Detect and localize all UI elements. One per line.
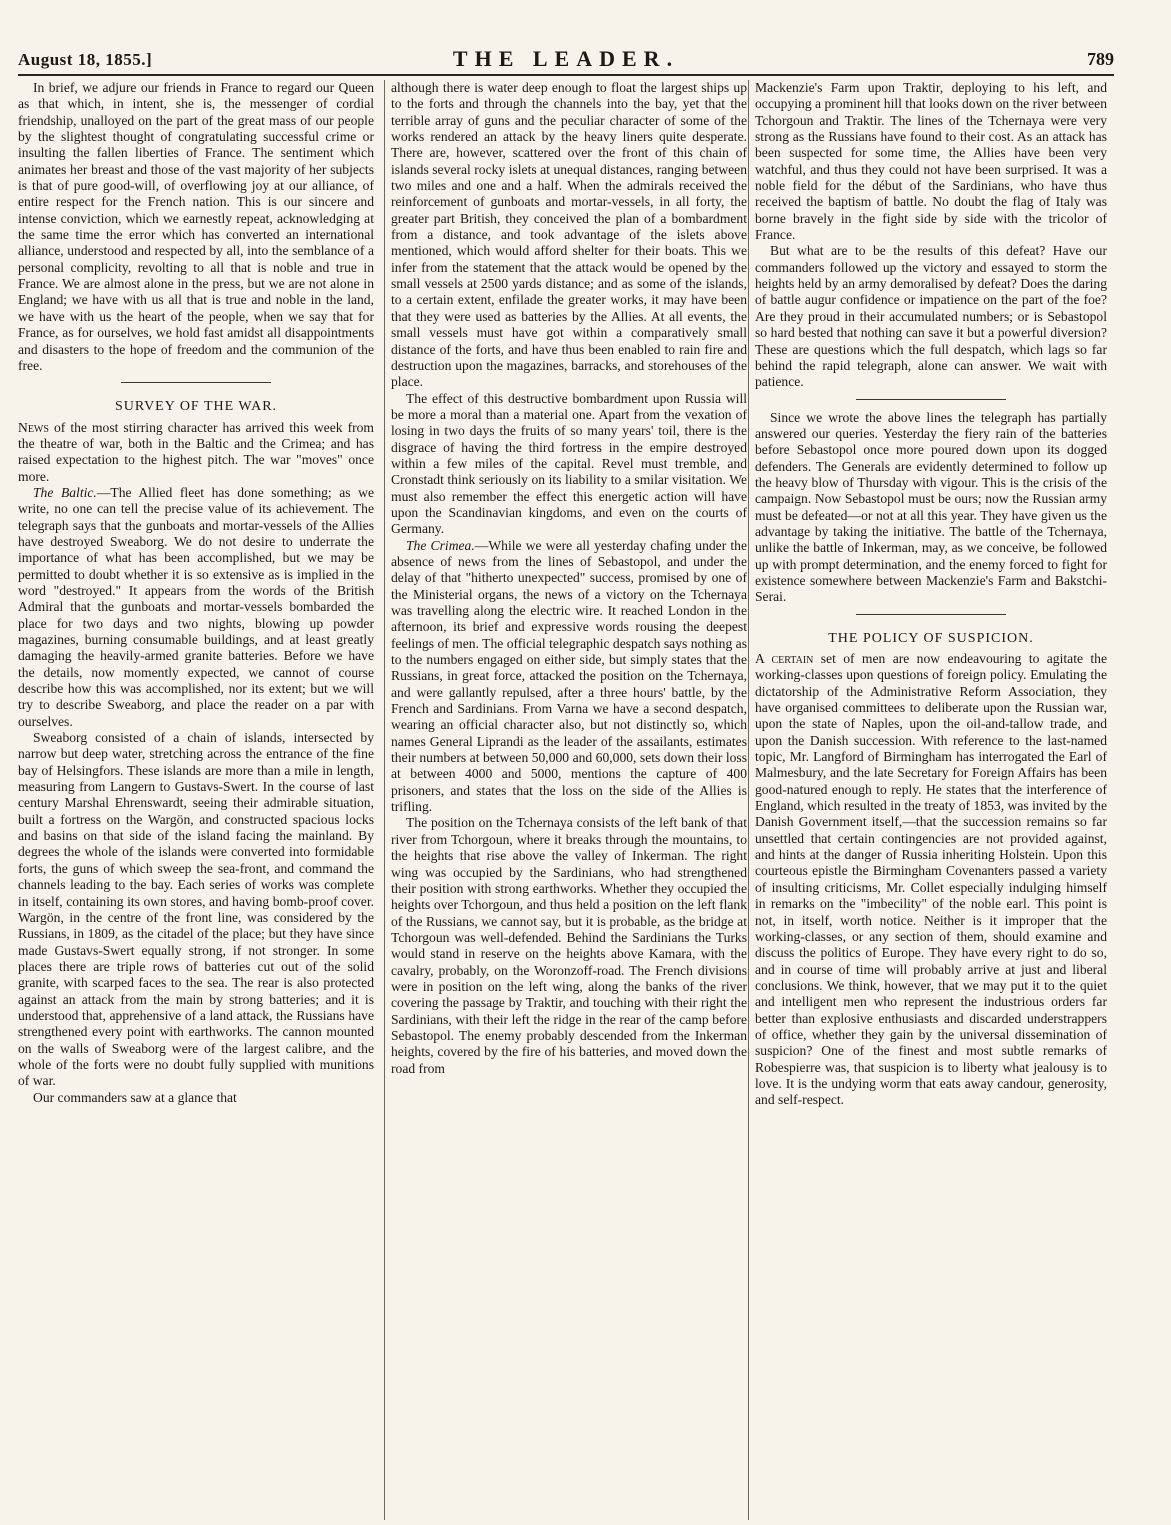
paragraph-text: of the most stirring character has arrived this week from the theatre of war, both in the Baltic and the Crimea; and has raised expectation to the highest pitch. The war "moves" once more. (18, 419, 374, 484)
section-heading-suspicion: THE POLICY OF SUSPICION. (828, 630, 1034, 646)
paragraph: But what are to be the results of this defeat? Have our commanders followed up the victory and essayed to storm the heights held by an army demoralised by defeat? Does the daring of battle augur confidence or impatience on the part of the foe? Are they proud in their accumulated numbers; or is Sebastopol so hard bested that nothing can save it but a powerful diversion? These are questions which the full despatch, which lags so far behind the rapid telegraph, alone can answer. We wait with patience. (755, 243, 1107, 390)
lead-word: News (18, 419, 49, 435)
paragraph: Sweaborg consisted of a chain of islands, intersected by narrow but deep water, stretching across the entrance of the fine bay of Helsingfors. These islands are more than a mile in length, measuring from Langern to Gustavs-Swert. In the course of last century Marshal Ehrenswardt, seeing their admirable situation, built a fortress on the Wargön, and constructed spacious locks and basins on that side of the island facing the mainland. By degrees the whole of the islands were converted into formidable forts, the guns of which sweep the sea-front, and command the channels leading to the bay. Each series of works was complete in itself, containing its own stores, and having bomb-proof cover. Wargön, in the centre of the front line, was considered by the Russians, in 1809, as the citadel of the place; but they have since made Gustavs-Swert equally strong, if not stronger. In some places there are triple rows of batteries cut out of the solid granite, with scarped faces to the sea. The rear is also protected against an attack from the main by strong batteries; and it is understood that, apprehensive of a land attack, the Russians have strengthened every point with earthworks. The cannon mounted on the walls of Sweaborg were of the largest calibre, and the whole of the forts were no doubt fully supplied with munitions of war. (18, 730, 374, 1089)
paragraph: Mackenzie's Farm upon Traktir, deploying to his left, and occupying a prominent hill that looks down on the river between Tchorgoun and Traktir. The lines of the Tchernaya were very strong as the Russians have found to their cost. As an attack has been suspected for some time, the Allies have been very watchful, and thus they could not have been surprised. It was a noble field for the début of the Sardinians, who have thus received the baptism of battle. No doubt the flag of Italy was borne bravely in the fight side by side with the tricolor of France. (755, 80, 1107, 243)
paragraph-text: —The Allied fleet has done something; as we write, no one can tell the precise value of its achievement. The telegraph says that the gunboats and mortar-vessels of the Allies have destroyed Sweaborg. We do not desire to underrate the importance of what has been accomplished, but we may be permitted to doubt whether it is so extensive as is implied in the word "destroyed." It appears from the words of the British Admiral that the gunboats and mortar-vessels bombarded the place for two days and two nights, blowing up powder magazines, burning consumable buildings, and at least greatly damaging the heavily-armed granite batteries. Before we have the details, now momently expected, we cannot of course describe how this was accomplished, nor its extent; but we will try to describe Sweaborg, and place the reader on a par with ourselves. (18, 484, 374, 729)
paragraph: although there is water deep enough to float the largest ships up to the forts and through the channels into the bay, yet that the terrible array of guns and the peculiar character of some of the works rendered an attack by the heavy liners quite desperate. There are, however, scattered over the front of this chain of islands several rocky islets at unequal distances, ranging between two miles and one and a half. When the admirals received the reinforcement of gunboats and mortar-vessels, in all forty, the greater part British, they conceived the plan of a bombardment from a distance, and took advantage of the islets above mentioned, which would afford shelter for their boats. This we infer from the statement that the attack would be opened by the small vessels at 2500 yards distance; and as some of the islands, to a certain extent, enfilade the greater works, it may have been that they were used as batteries by the Allies. At all events, the small vessels must have got within a comparatively small distance of the forts, and have thus been enabled to rain fire and destruction upon the magazines, barracks, and storehouses of the place. (391, 80, 747, 390)
divider (856, 614, 1006, 615)
divider (856, 399, 1006, 400)
lead-word: A certain (755, 651, 814, 666)
paragraph (18, 420, 374, 485)
section-heading-war-survey: SURVEY OF THE WAR. (114, 399, 278, 415)
page-number: 789 (1087, 49, 1114, 69)
subheading-baltic: The Baltic. (33, 484, 97, 500)
divider (121, 382, 271, 383)
paragraph-text: set of men are now endeavouring to agitate the working-classes upon questions of foreign policy. Emulating the dictatorship of the Administrative Reform Association, they have organised committees to deliberate upon the Russian war, upon the state of Naples, upon the oil-and-tallow trade, and upon the Danish succession. With reference to the last-named topic, Mr. Langford of Birmingham has interrogated the Earl of Malmesbury, and the late Secretary for Foreign Affairs has been good-natured enough to reply. He states that the interference of England, which resulted in the treaty of 1853, was invited by the Danish Government itself,—that the succession remains so far unsettled that certain contingencies are not provided against, and hints at the danger of Russia inheriting Holstein. Upon this courteous epistle the Birmingham Covenanters passed a variety of insulting criticisms, Mr. Collet especially indulging himself in remarks on the "imbecility" of the noble earl. This point is not, in itself, worth notice. Neither is it improper that the working-classes, or any section of them, should examine and discuss the politics of Europe. They have every right to do so, and in course of time will probably arrive at just and liberal conclusions. We think, however, that we may put it to the quiet and intelligent men who represent the industrious orders far better than explosive enthusiasts and discarded understrappers of office, whether they gain by the universal dissemination of suspicion? One of the finest and most subtle remarks of Robespierre was, that suspicion is to liberty what jealousy is to love. It is the undying worm that eats away candour, generosity, and self-respect. (755, 651, 1107, 1108)
column-left (18, 80, 374, 1520)
paragraph: Our commanders saw at a glance that (33, 1089, 237, 1105)
paragraph: The effect of this destructive bombardment upon Russia will be more a moral than a material one. Apart from the vexation of losing in two days the fruits of so many years' toil, there is the disgrace of having the third fortress in the empire destroyed within a few miles of the capital. Revel must tremble, and Cronstadt think seriously on its liability to a smilar visitation. We must also remember the effect this energetic action will have upon the Scandinavian kingdoms, and even on the courts of Germany. (391, 390, 747, 537)
newspaper-title: THE LEADER. (452, 46, 680, 71)
paragraph: In brief, we adjure our friends in France to regard our Queen as that which, in intent, she is, the messenger of cordial friendship, unalloyed on the part of the great mass of our people by the slightest thought of congratulating successful crime or insulting the fallen liberties of France. The sentiment which animates her breast and those of the vast majority of her subjects is that of pure good-will, of overflowing joy at our alliance, of entire respect for the French nation. This is our sincere and intense conviction, which we earnestly repeat, acknowledging at the same time the error which has converted an international alliance, understood and respected by all, into the semblance of a personal complicity, revolting to all that is noble and true in France. We are almost alone in the press, but we are not alone in England; we have with us all that is true and noble in the land, we have with us the heart of the people, when we say that for France, as for ourselves, we hold fast amidst all disappointments and disasters to the hope of freedom and the communion of the free. (18, 80, 374, 373)
paragraph: Since we wrote the above lines the telegraph has partially answered our queries. Yesterday the fiery rain of the batteries before Sebastopol once more poured down upon its dogged defenders. The Generals are evidently determined to follow up the heavy blow of Thursday with vigour. This is the crisis of the campaign. Now Sebastopol must be ours; now the Russian army must be defeated—or not at all this year. They have given us the advantage by taking the initiative. The battle of the Tchernaya, unlike the battle of Inkerman, may, as we conceive, be followed up with prompt determination, and the enemy forced to fight for existence somewhere between Mackenzie's Farm and Bakstchi-Serai. (755, 409, 1107, 605)
subheading-crimea: The Crimea. (406, 537, 475, 553)
issue-date: August 18, 1855.] (18, 50, 153, 69)
paragraph (391, 538, 747, 816)
paragraph: The position on the Tchernaya consists of the left bank of that river from Tchorgoun, where it breaks through the mountains, to the heights that rise above the valley of Inkerman. The right wing was occupied by the Sardinians, who had strengthened their position with strong earthworks. Whether they occupied the heights over Tchorgoun, and thus held a position on the left flank of the Russians, we cannot say, but it is probable, as the bridge at Tchorgoun was well-defended. Behind the Sardinians the Turks would stand in reserve on the heights above Kamara, with the cavalry, probably, on the Woronzoff-road. The French divisions were in position on the left wing, along the banks of the river covering the passage by Traktir, and touching with their right the Sardinians, with their left the ridge in the rear of the camp before Sebastopol. The enemy probably descended from the Inkerman heights, covered by the fire of his batteries, and moved down the road from (391, 815, 747, 1076)
column-middle (384, 80, 747, 1520)
masthead (18, 46, 1114, 76)
column-right (748, 80, 1107, 1520)
paragraph (755, 651, 1107, 1109)
paragraph (18, 485, 374, 730)
paragraph-text: —While we were all yesterday chafing under the absence of news from the lines of Sebastopol, and under the delay of that "hitherto unexpected" success, promised by one of the Ministerial organs, the news of a victory on the Tchernaya was travelling along the electric wire. It reached London in the afternoon, its brief and expressive words rousing the deepest feelings of men. The official telegraphic despatch says nothing as to the numbers engaged on either side, but simply states that the Russians, in great force, attacked the position on the Tchernaya, and were gallantly repulsed, after a three hours' battle, by the French and Sardinians. From Varna we have a second despatch, wearing an official character also, but not distinctly so, which names General Liprandi as the leader of the assailants, estimates their numbers at between 50,000 and 60,000, sets down their loss at between 4000 and 5000, mentions the capture of 400 prisoners, and states that the loss on the side of the Allies is trifling. (391, 537, 747, 815)
